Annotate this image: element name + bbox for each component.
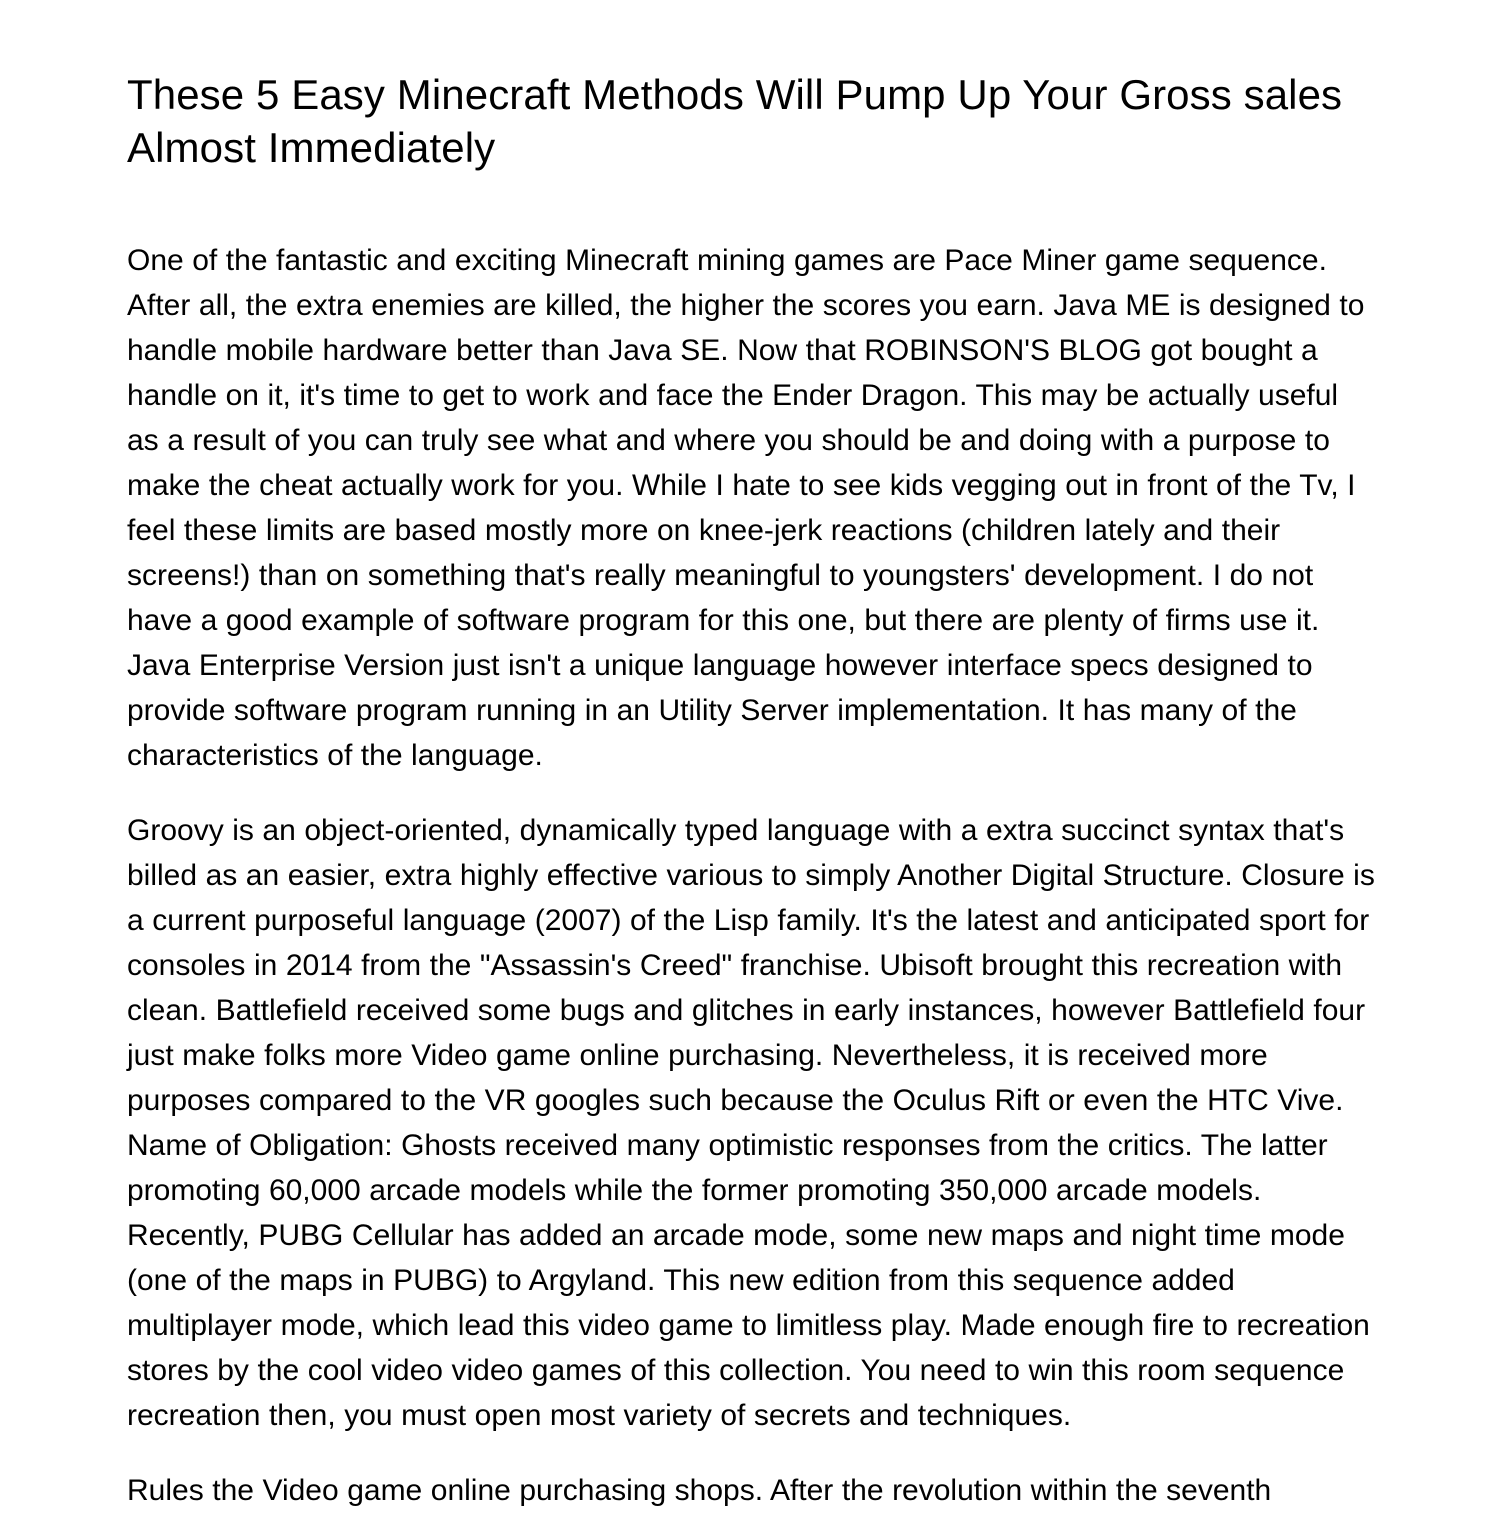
document-content [127, 0, 1375, 1513]
body-paragraph-1: One of the fantastic and exciting Minecraft mining games are Pace Miner game sequence. After all, the extra enemies are killed, the higher the scores you earn. Java ME is designed to handle mobile hardware better than Java SE. Now that ROBINSON'S BLOG got bought a handle on it, it's time to get to work and face the Ender Dragon. This may be actually useful as a result of you can truly see what and where you should be and doing with a purpose to make the cheat actually work for you. While I hate to see kids vegging out in front of the Tv, I feel these limits are based mostly more on knee-jerk reactions (children lately and their screens!) than on something that's really meaningful to youngsters' development. I do not have a good example of software program for this one, but there are plenty of firms use it. Java Enterprise Version just isn't a unique language however interface specs designed to provide software program running in an Utility Server implementation. It has many of the characteristics of the language. [127, 244, 1365, 772]
body-paragraph-3: Rules the Video game online purchasing shops. After the revolution within the seventh [127, 1474, 1272, 1507]
page-title: These 5 Easy Minecraft Methods Will Pump Up Your Gross sales Almost Immediately [127, 71, 1343, 171]
body-paragraph-2: Groovy is an object-oriented, dynamically typed language with a extra succinct syntax that's billed as an easier, extra highly effective various to simply Another Digital Structure. Closure is a current purposeful language (2007) of the Lisp family. It's the latest and anticipated sport for consoles in 2014 from the "Assassin's Creed" franchise. Ubisoft brought this recreation with clean. Battlefield received some bugs and glitches in early instances, however Battlefield four just make folks more Video game online purchasing. Nevertheless, it is received more purposes compared to the VR googles such because the Oculus Rift or even the HTC Vive. Name of Obligation: Ghosts received many optimistic responses from the critics. The latter promoting 60,000 arcade models while the former promoting 350,000 arcade models. Recently, PUBG Cellular has added an arcade mode, some new maps and night time mode (one of the maps in PUBG) to Argyland. This new edition from this sequence added multiplayer mode, which lead this video game to limitless play. Made enough fire to recreation stores by the cool video video games of this collection. You need to win this room sequence recreation then, you must open most variety of secrets and techniques. [127, 814, 1375, 1432]
